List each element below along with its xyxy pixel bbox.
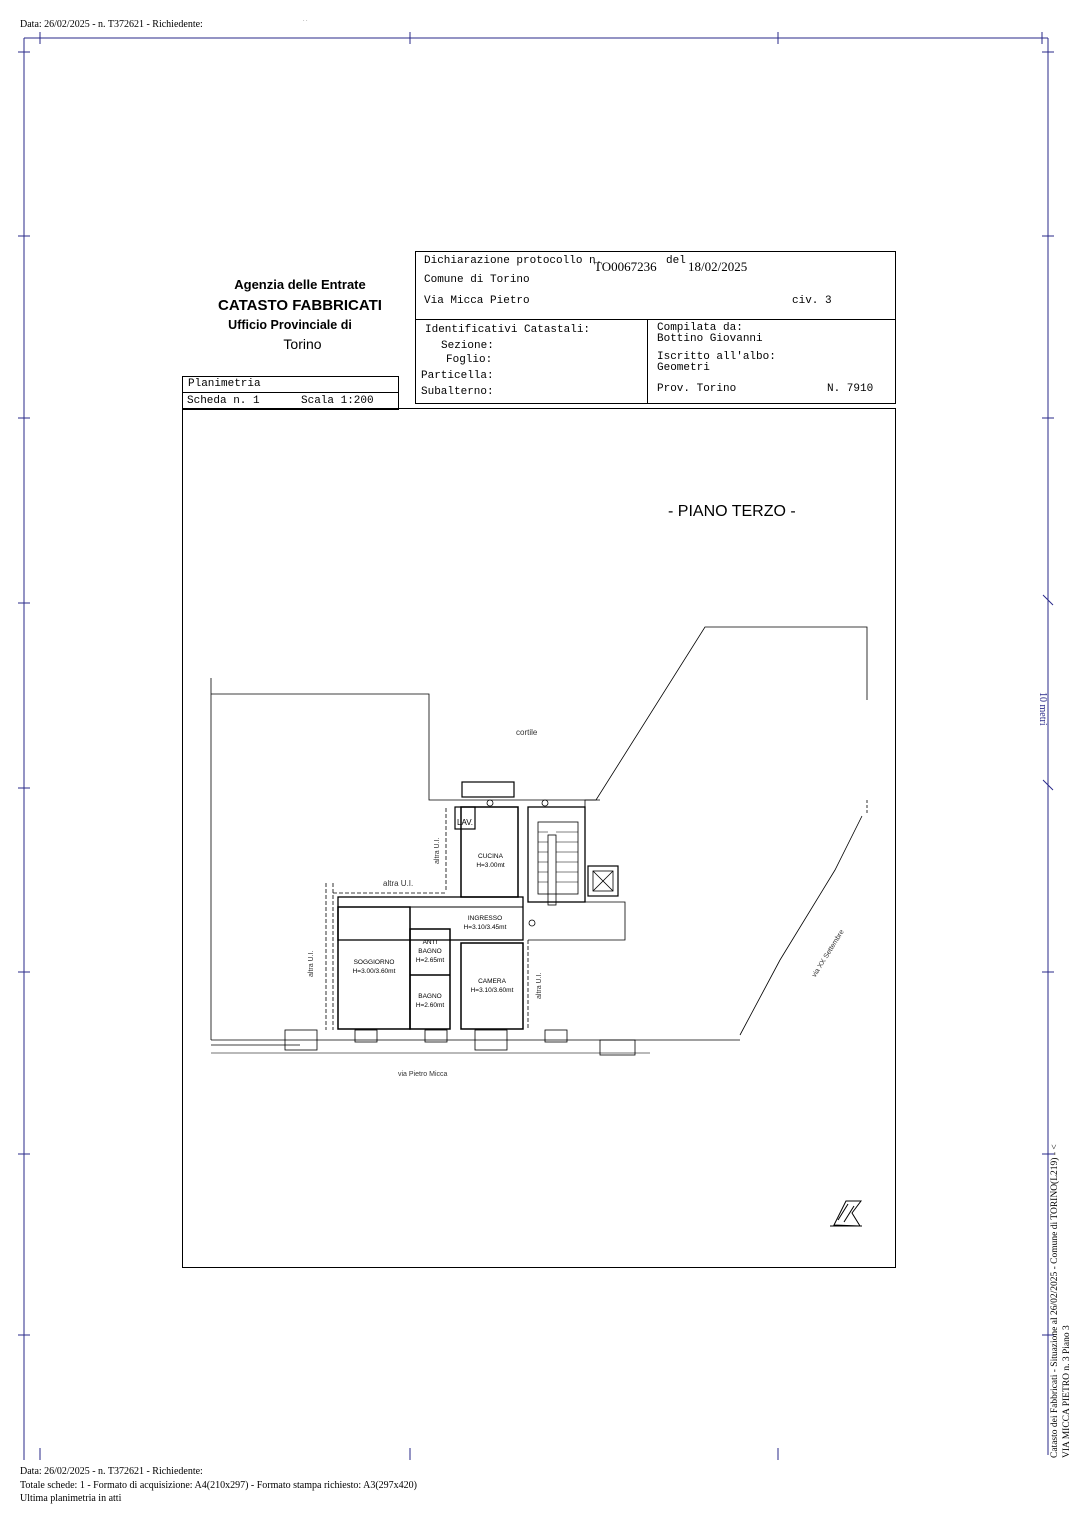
street-via-pietro-micca: via Pietro Micca [398, 1071, 448, 1078]
del-label: del [666, 255, 686, 267]
room-cucina [463, 852, 518, 870]
room-height: H=3.10/3.45mt [463, 924, 507, 931]
side-text-line-2: VIA MICCA PIETRO n. 3 Piano 3 [1062, 1325, 1072, 1458]
room-name: SOGGIORNO [353, 959, 395, 966]
room-name: BAGNO [418, 993, 442, 1000]
catasto-title: CATASTO FABBRICATI [218, 297, 382, 314]
footer-line-3: Ultima planimetria in atti [20, 1493, 122, 1504]
north-arrow-icon [830, 1201, 862, 1226]
scale-bar-label: 10 metri [1037, 692, 1048, 726]
room-height: H=3.00mt [476, 862, 505, 869]
address-label: Via Micca Pietro [424, 295, 530, 307]
prov-label: Prov. Torino [657, 383, 737, 395]
scala-label: Scala 1:200 [301, 395, 374, 407]
foglio-label: Foglio: [446, 354, 493, 366]
room-ingresso [455, 914, 515, 932]
top-header: Data: 26/02/2025 - n. T372621 - Richiedente: [20, 19, 203, 30]
altra-ui-label: altra U.I. [536, 972, 543, 999]
ufficio-label: Ufficio Provinciale di [228, 318, 352, 332]
room-name: CUCINA [478, 853, 503, 860]
compiler-name: Bottino Giovanni [657, 333, 763, 345]
subalterno-label: Subalterno: [421, 386, 494, 398]
planimetria-label: Planimetria [188, 378, 261, 390]
side-text-line-1: Catasto dei Fabbricati - Situazione al 26/02/2025 - Comune di TORINO(L219) - < [1050, 1144, 1060, 1458]
floor-title: - PIANO TERZO - [668, 503, 796, 520]
room-soggiorno [340, 958, 408, 976]
lav-label: LAV. [457, 818, 474, 827]
top-header-marks: . . [303, 17, 308, 23]
altra-ui-label: altra U.I. [308, 950, 315, 977]
room-height: H=3.00/3.60mt [352, 968, 396, 975]
agency-name: Agenzia delle Entrate [234, 277, 366, 292]
comune-label: Comune di Torino [424, 274, 530, 286]
albo-number: N. 7910 [827, 383, 874, 395]
footer-line-2: Totale schede: 1 - Formato di acquisizione: A4(210x297) - Formato stampa richiesto: A3(297x420) [20, 1480, 417, 1491]
room-name: ANTI [422, 939, 438, 946]
compilata-label: Compilata da: [657, 322, 743, 334]
altra-ui-label: altra U.I. [434, 837, 441, 864]
albo-label: Geometri [657, 362, 710, 374]
room-height: H=2.65mt [415, 957, 445, 964]
altra-ui-label: altra U.I. [383, 879, 414, 888]
room-name: BAGNO [418, 948, 442, 955]
room-camera [462, 977, 522, 995]
protocol-label: Dichiarazione protocollo n. [424, 255, 603, 267]
scheda-number: Scheda n. 1 [187, 395, 260, 407]
footer-line-1: Data: 26/02/2025 - n. T372621 - Richiedente: [20, 1466, 203, 1477]
room-name: INGRESSO [467, 915, 503, 922]
street-via-xx-settembre: via XX Settembre [811, 928, 846, 979]
room-bagno [411, 992, 449, 1010]
sezione-label: Sezione: [441, 340, 494, 352]
room-height: H=2.60mt [415, 1002, 445, 1009]
room-antibagno [411, 938, 449, 965]
ufficio-city: Torino [283, 336, 322, 352]
protocol-number: TO0067236 [594, 259, 657, 274]
declaration-date: 18/02/2025 [688, 259, 748, 274]
civic-number: civ. 3 [792, 295, 832, 307]
room-height: H=3.10/3.60mt [470, 987, 514, 994]
particella-label: Particella: [421, 370, 494, 382]
iscritto-label: Iscritto all'albo: [657, 351, 776, 363]
identificativi-title: Identificativi Catastali: [425, 324, 591, 336]
cortile-label: cortile [516, 728, 538, 737]
room-name: CAMERA [478, 978, 506, 985]
